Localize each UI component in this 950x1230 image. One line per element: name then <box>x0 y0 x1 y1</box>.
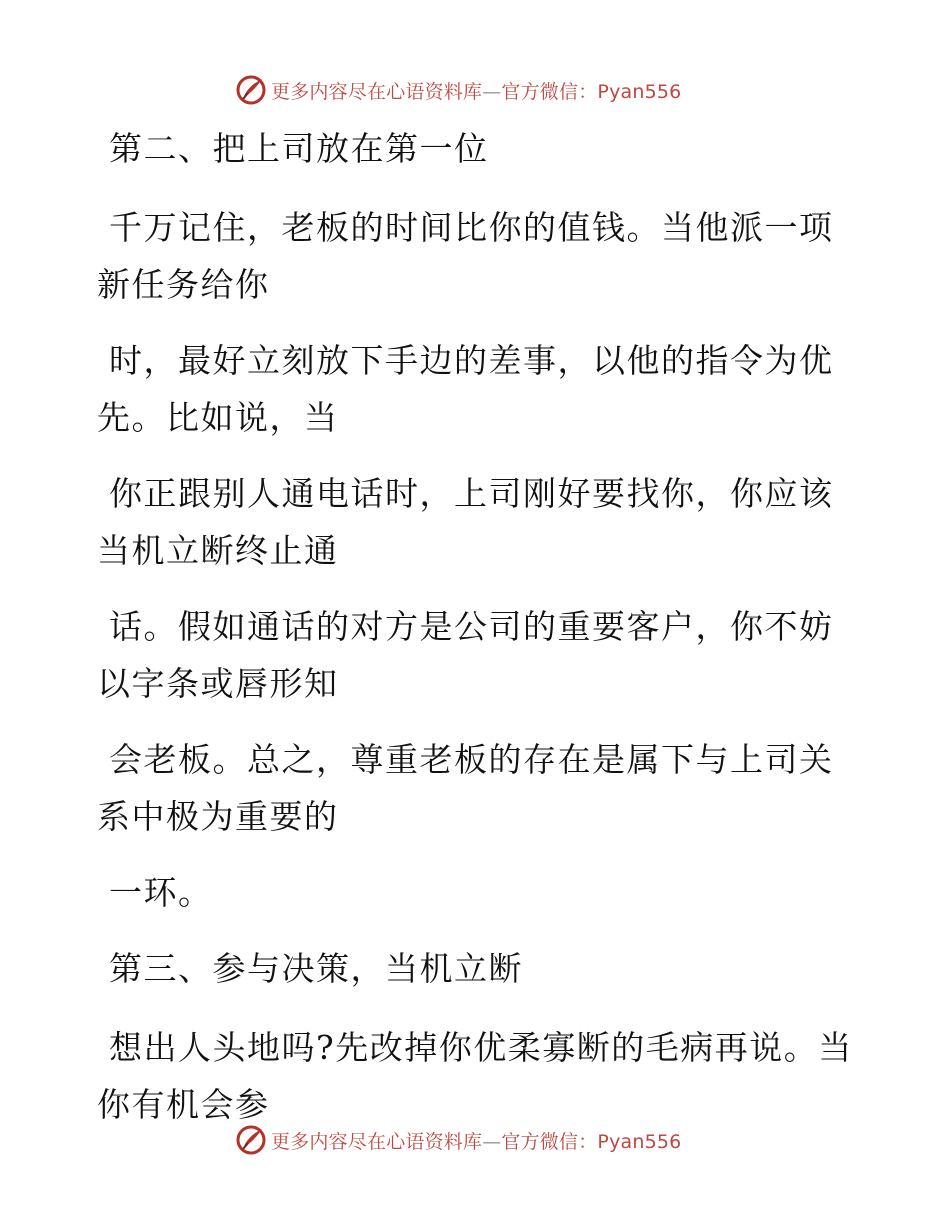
paragraph: 话。假如通话的对方是公司的重要客户，你不妨以字条或唇形知 <box>97 607 834 703</box>
header-watermark-text <box>271 77 681 104</box>
paragraph: 时，最好立刻放下手边的差事，以他的指令为优先。比如说，当 <box>97 341 834 437</box>
watermark-separator: — <box>482 80 502 103</box>
quill-circle-logo-icon <box>235 1124 267 1156</box>
section-heading: 第二、把上司放在第一位 <box>109 129 489 168</box>
watermark-handle: Pyan556 <box>597 80 682 103</box>
paragraph: 想出人头地吗?先改掉你优柔寡断的毛病再说。当你有机会参 <box>97 1028 853 1124</box>
section-heading: 第三、参与决策，当机立断 <box>109 949 523 988</box>
paragraph: 会老板。总之，尊重老板的存在是属下与上司关系中极为重要的 <box>97 740 834 836</box>
header-watermark <box>235 72 681 108</box>
paragraph: 一环。 <box>109 873 213 912</box>
watermark-handle: Pyan556 <box>597 1130 682 1153</box>
paragraph: 你正跟别人通电话时，上司刚好要找你，你应该当机立断终止通 <box>97 474 834 570</box>
watermark-main-text: 更多内容尽在心语资料库 <box>271 80 483 103</box>
watermark-main-text: 更多内容尽在心语资料库 <box>271 1130 483 1153</box>
footer-watermark <box>235 1122 681 1158</box>
watermark-separator: — <box>482 1130 502 1153</box>
footer-watermark-text <box>271 1127 681 1154</box>
quill-circle-logo-icon <box>235 74 267 106</box>
document-body <box>97 120 857 1152</box>
watermark-wechat-label: 官方微信： <box>501 1130 598 1153</box>
paragraph: 千万记住，老板的时间比你的值钱。当他派一项新任务给你 <box>97 208 834 304</box>
watermark-wechat-label: 官方微信： <box>501 80 598 103</box>
